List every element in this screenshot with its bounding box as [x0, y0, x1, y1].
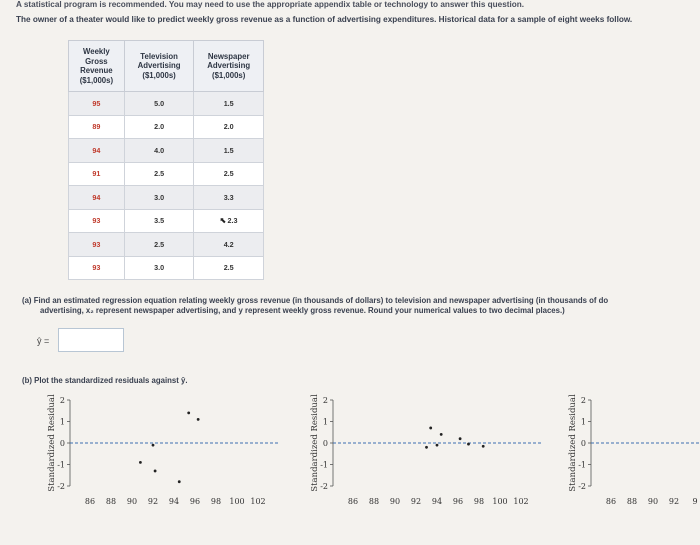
data-table: [68, 40, 264, 280]
data-point: [436, 444, 439, 447]
x-tick-label: 100: [229, 497, 245, 506]
x-tick-label: 90: [647, 497, 659, 506]
revenue-cell: 93: [69, 256, 125, 280]
tv-cell: 3.0: [124, 256, 194, 280]
x-tick-label: 94: [168, 497, 180, 506]
y-tick-label: 1: [580, 417, 586, 427]
table-row: [69, 256, 264, 280]
data-point: [197, 418, 200, 421]
residual-plot-2[interactable]: [305, 392, 545, 514]
data-point: [459, 437, 462, 440]
y-tick-label: 2: [322, 396, 328, 405]
header-newspaper: Newspaper Advertising ($1,000s): [194, 41, 264, 92]
header-television: Television Advertising ($1,000s): [124, 41, 194, 92]
revenue-cell: 94: [69, 139, 125, 163]
news-cell: ⬉2.3: [194, 209, 264, 233]
plot-svg-3: [563, 392, 700, 514]
data-point: [187, 412, 190, 415]
x-tick-label: 92: [668, 497, 680, 506]
data-point: [152, 444, 155, 447]
data-point: [425, 446, 428, 449]
news-cell: 1.5: [194, 139, 264, 163]
tv-cell: 2.5: [124, 233, 194, 257]
x-tick-label: 92: [410, 497, 422, 506]
y-tick-label: 2: [59, 396, 65, 405]
x-tick-label: 98: [210, 497, 222, 506]
revenue-cell: 95: [69, 92, 125, 116]
y-tick-label: 0: [59, 439, 65, 448]
data-point: [139, 461, 142, 464]
table-row: [69, 115, 264, 139]
tv-cell: 2.0: [124, 115, 194, 139]
y-tick-label: 0: [322, 439, 328, 448]
tv-cell: 3.5: [124, 209, 194, 233]
x-tick-label: 90: [389, 497, 401, 506]
y-tick-label: -1: [320, 460, 328, 470]
data-point: [440, 433, 443, 436]
x-tick-label: 9: [692, 497, 698, 506]
y-tick-label: -1: [57, 460, 65, 470]
table-row: [69, 139, 264, 163]
y-tick-label: 1: [59, 417, 65, 427]
y-axis-label: Standardized Residual: [568, 394, 578, 492]
mouse-pointer-icon: ⬉: [219, 216, 227, 226]
y-tick-label: -2: [57, 482, 65, 491]
data-point: [178, 480, 181, 483]
table-row: [69, 186, 264, 210]
part-b-question: (b) Plot the standardized residuals against ŷ.: [22, 376, 188, 385]
x-tick-label: 98: [473, 497, 485, 506]
revenue-cell: 93: [69, 209, 125, 233]
table-row: [69, 209, 264, 233]
news-cell: 2.0: [194, 115, 264, 139]
table-row: [69, 233, 264, 257]
tv-cell: 3.0: [124, 186, 194, 210]
y-tick-label: 1: [322, 417, 328, 427]
y-tick-label: -2: [320, 482, 328, 491]
y-axis-label: Standardized Residual: [47, 394, 57, 492]
news-cell: 4.2: [194, 233, 264, 257]
y-axis-label: Standardized Residual: [310, 394, 320, 492]
news-cell: 3.3: [194, 186, 264, 210]
news-cell: 2.5: [194, 256, 264, 280]
y-tick-label: -1: [578, 460, 586, 470]
tv-cell: 2.5: [124, 162, 194, 186]
news-cell: 1.5: [194, 92, 264, 116]
x-tick-label: 86: [347, 497, 359, 506]
table-row: [69, 92, 264, 116]
part-a-question-cont: advertising, x₂ represent newspaper advertising, and y represent weekly gross revenue. Round your numerical values to two decimal places.): [40, 306, 565, 315]
news-cell: 2.5: [194, 162, 264, 186]
intro-line-2: The owner of a theater would like to predict weekly gross revenue as a function of advertising expenditures. Historical data for a sample of eight weeks follow.: [16, 15, 633, 24]
data-point: [482, 445, 485, 448]
revenue-cell: 93: [69, 233, 125, 257]
x-tick-label: 88: [368, 497, 380, 506]
intro-line-1: A statistical program is recommended. You may need to use the appropriate appendix table or technology to answer this question.: [16, 0, 525, 9]
x-tick-label: 86: [84, 497, 96, 506]
x-tick-label: 102: [250, 497, 266, 506]
plot-svg-1: [42, 392, 282, 514]
x-tick-label: 88: [105, 497, 117, 506]
revenue-cell: 89: [69, 115, 125, 139]
regression-equation-input[interactable]: [58, 328, 124, 352]
residual-plot-1[interactable]: [42, 392, 282, 514]
part-a-question: (a) Find an estimated regression equation relating weekly gross revenue (in thousands of dollars) to television and newspaper advertising (in thousands of do: [22, 296, 609, 305]
residual-plot-3[interactable]: [563, 392, 700, 514]
table-row: [69, 162, 264, 186]
data-point: [467, 443, 470, 446]
x-tick-label: 92: [147, 497, 159, 506]
tv-cell: 5.0: [124, 92, 194, 116]
data-point: [154, 470, 157, 473]
x-tick-label: 96: [452, 497, 464, 506]
x-tick-label: 102: [513, 497, 529, 506]
yhat-label: ŷ =: [37, 336, 50, 346]
x-tick-label: 90: [126, 497, 138, 506]
y-tick-label: 2: [580, 396, 586, 405]
y-tick-label: 0: [580, 439, 586, 448]
header-revenue: Weekly Gross Revenue ($1,000s): [69, 41, 125, 92]
x-tick-label: 94: [431, 497, 443, 506]
revenue-cell: 91: [69, 162, 125, 186]
x-tick-label: 86: [605, 497, 617, 506]
x-tick-label: 100: [492, 497, 508, 506]
revenue-cell: 94: [69, 186, 125, 210]
y-tick-label: -2: [578, 482, 586, 491]
data-point: [429, 427, 432, 430]
x-tick-label: 96: [189, 497, 201, 506]
plot-svg-2: [305, 392, 545, 514]
x-tick-label: 88: [626, 497, 638, 506]
tv-cell: 4.0: [124, 139, 194, 163]
